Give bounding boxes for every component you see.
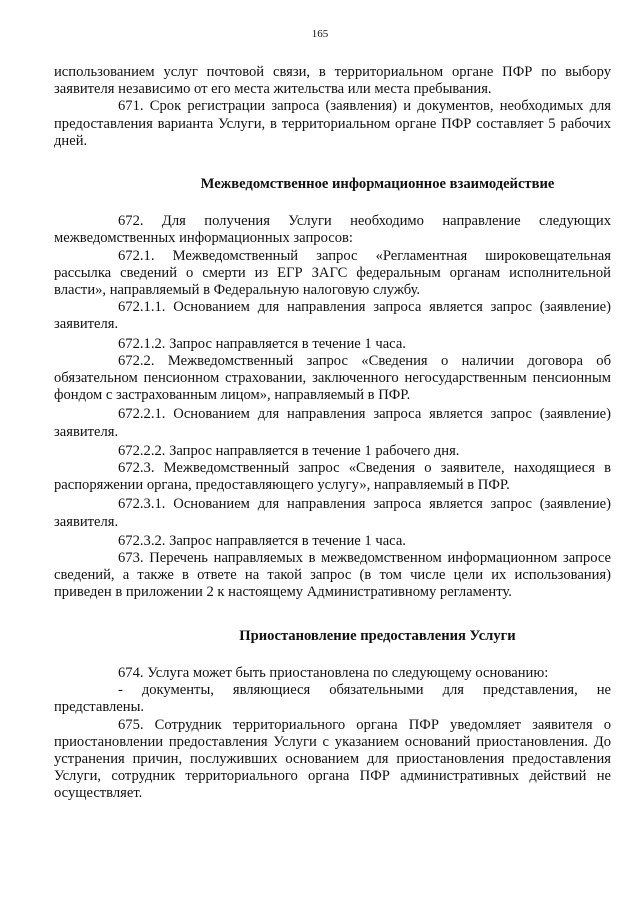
paragraph-672-2-2: 672.2.2. Запрос направляется в течение 1 рабочего дня.	[118, 442, 460, 459]
page-number: 165	[311, 28, 329, 40]
paragraph-674-item: - документы, являющиеся обязательными для представления, не представлены.	[54, 682, 611, 716]
paragraph-672-1-1: 672.1.1. Основанием для направления запроса является запрос (заявление) заявителя.	[54, 299, 611, 333]
paragraph-672: 672. Для получения Услуги необходимо направление следующих межведомственных информационных запросов:	[54, 213, 611, 247]
section-heading-interagency: Межведомственное информационное взаимодействие	[200, 176, 555, 193]
paragraph-672-2: 672.2. Межведомственный запрос «Сведения о наличии договора об обязательном пенсионном страховании, заключенного негосударственным пенсионным фондом с застрахованным лицом», направляемый в ПФР.	[54, 352, 611, 404]
paragraph-continuation: использованием услуг почтовой связи, в территориальном органе ПФР по выбору заявителя независимо от его места жительства или места пребывания.	[54, 64, 611, 98]
paragraph-672-3-2: 672.3.2. Запрос направляется в течение 1 часа.	[118, 532, 406, 549]
paragraph-671: 671. Срок регистрации запроса (заявления) и документов, необходимых для предоставления варианта Услуги, в территориальном органе ПФР составляет 5 рабочих дней.	[54, 98, 611, 149]
paragraph-672-1-2: 672.1.2. Запрос направляется в течение 1 часа.	[118, 335, 406, 352]
paragraph-675: 675. Сотрудник территориального органа ПФР уведомляет заявителя о приостановлении предоставления Услуги с указанием оснований приостановления. До устранения причин, послуживших основанием для приостановления предоставления Услуги, сотрудник территориального органа ПФР административных действий не осуществляет.	[54, 716, 611, 802]
section-heading-suspension: Приостановление предоставления Услуги	[239, 627, 516, 644]
paragraph-674: 674. Услуга может быть приостановлена по следующему основанию:	[118, 664, 549, 681]
document-body	[54, 64, 611, 803]
paragraph-672-1: 672.1. Межведомственный запрос «Регламентная широковещательная рассылка сведений о смерти из ЕГР ЗАГС федеральным органам исполнительной власти», направляемый в Федеральную налоговую службу.	[54, 247, 611, 299]
paragraph-672-2-1: 672.2.1. Основанием для направления запроса является запрос (заявление) заявителя.	[54, 406, 611, 440]
paragraph-672-3: 672.3. Межведомственный запрос «Сведения о заявителе, находящиеся в распоряжении органа, предоставляющего услугу», направляемый в ПФР.	[54, 460, 611, 494]
paragraph-672-3-1: 672.3.1. Основанием для направления запроса является запрос (заявление) заявителя.	[54, 496, 611, 530]
paragraph-673: 673. Перечень направляемых в межведомственном информационном запросе сведений, а также в ответе на такой запрос (в том числе цели их использования) приведен в приложении 2 к настоящему Административному регламенту.	[54, 550, 611, 601]
